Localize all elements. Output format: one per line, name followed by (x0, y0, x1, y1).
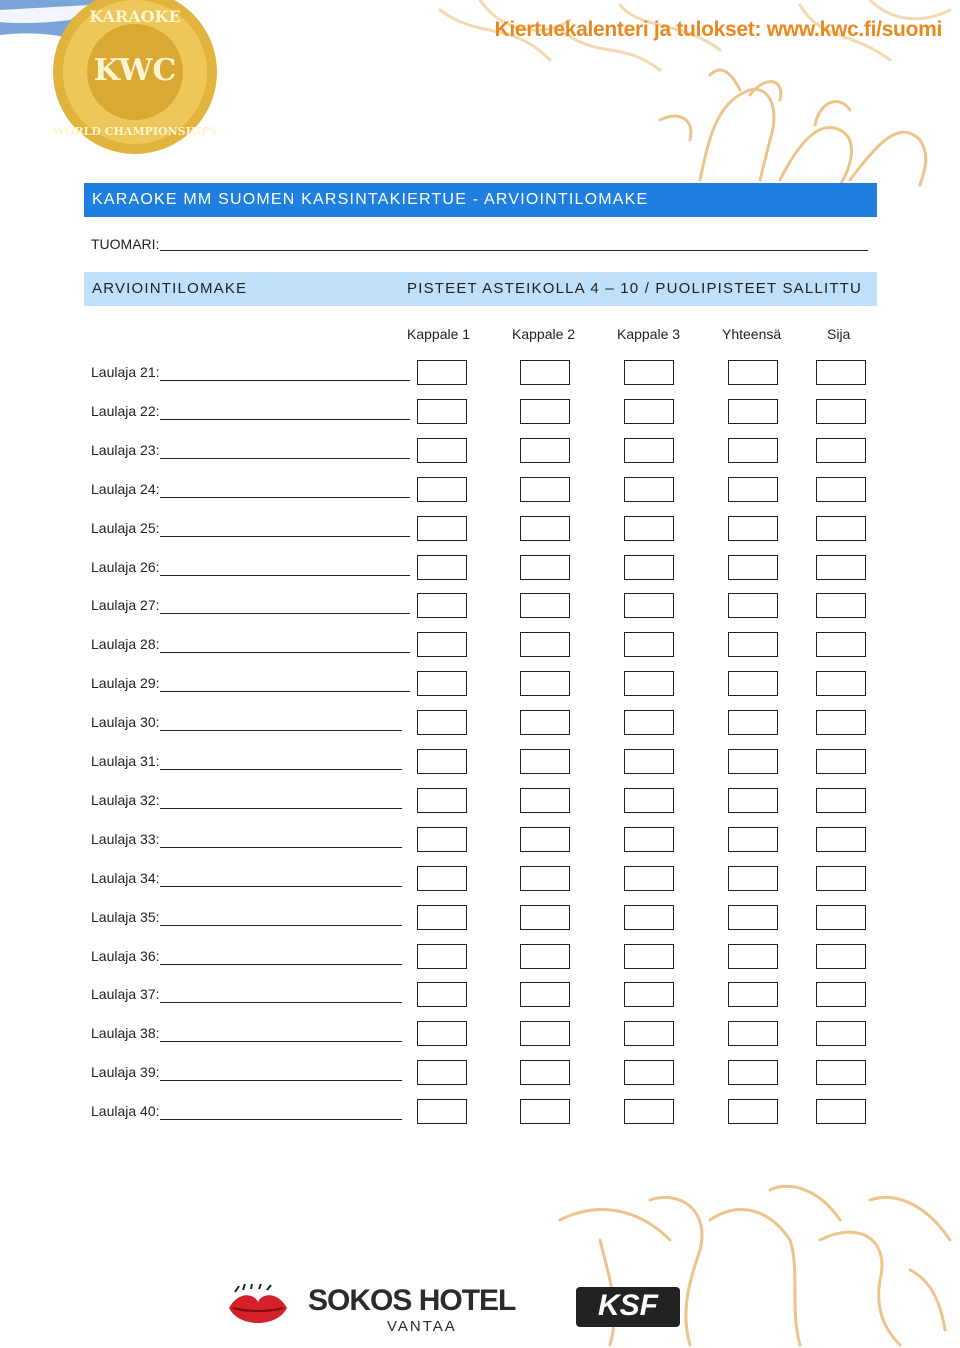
total-score-box[interactable] (728, 516, 778, 541)
singer-label: Laulaja 36: (91, 947, 160, 964)
song-2-score-box[interactable] (520, 1021, 570, 1046)
total-score-box[interactable] (728, 1021, 778, 1046)
song-1-score-box[interactable] (417, 710, 467, 735)
singer-row (0, 516, 960, 546)
song-1-score-box[interactable] (417, 555, 467, 580)
rank-box[interactable] (816, 516, 866, 541)
total-score-box[interactable] (728, 399, 778, 424)
song-2-score-box[interactable] (520, 866, 570, 891)
singer-row (0, 555, 960, 585)
song-3-score-box[interactable] (624, 477, 674, 502)
song-2-score-box[interactable] (520, 399, 570, 424)
singer-row (0, 982, 960, 1012)
singer-row (0, 438, 960, 468)
song-3-score-box[interactable] (624, 632, 674, 657)
song-2-score-box[interactable] (520, 516, 570, 541)
song-3-score-box[interactable] (624, 905, 674, 930)
svg-text:WORLD CHAMPIONSHIPS: WORLD CHAMPIONSHIPS (52, 125, 218, 138)
column-header-song-1: Kappale 1 (407, 326, 471, 342)
song-1-score-box[interactable] (417, 438, 467, 463)
song-3-score-box[interactable] (624, 788, 674, 813)
rank-box[interactable] (816, 632, 866, 657)
singer-label: Laulaja 38: (91, 1025, 160, 1042)
total-score-box[interactable] (728, 1099, 778, 1124)
section-header (84, 272, 877, 306)
singer-row (0, 944, 960, 974)
rank-box[interactable] (816, 360, 866, 385)
singer-label: Laulaja 26: (91, 558, 160, 575)
singer-row (0, 1099, 960, 1129)
singer-name-field[interactable] (160, 847, 402, 848)
song-1-score-box[interactable] (417, 982, 467, 1007)
song-2-score-box[interactable] (520, 710, 570, 735)
song-3-score-box[interactable] (624, 516, 674, 541)
ksf-logo-text: KSF (598, 1289, 658, 1322)
song-2-score-box[interactable] (520, 671, 570, 696)
song-1-score-box[interactable] (417, 399, 467, 424)
song-3-score-box[interactable] (624, 866, 674, 891)
singer-name-field[interactable] (160, 497, 410, 498)
song-1-score-box[interactable] (417, 749, 467, 774)
sokos-hotel-logo: SOKOS HOTEL (308, 1284, 516, 1317)
song-3-score-box[interactable] (624, 1099, 674, 1124)
singer-name-field[interactable] (160, 419, 410, 420)
column-header-total: Yhteensä (722, 326, 782, 342)
singer-name-field[interactable] (160, 964, 402, 965)
song-2-score-box[interactable] (520, 905, 570, 930)
song-1-score-box[interactable] (417, 360, 467, 385)
song-2-score-box[interactable] (520, 788, 570, 813)
song-2-score-box[interactable] (520, 360, 570, 385)
song-1-score-box[interactable] (417, 788, 467, 813)
singer-name-field[interactable] (160, 613, 410, 614)
rank-box[interactable] (816, 477, 866, 502)
rank-box[interactable] (816, 593, 866, 618)
singer-row (0, 1060, 960, 1090)
column-header-song-2: Kappale 2 (512, 326, 576, 342)
song-3-score-box[interactable] (624, 944, 674, 969)
singer-row (0, 710, 960, 740)
singer-row (0, 632, 960, 662)
singer-name-field[interactable] (160, 575, 410, 576)
singer-label: Laulaja 22: (91, 402, 160, 419)
rank-box[interactable] (816, 788, 866, 813)
rank-box[interactable] (816, 866, 866, 891)
lips-logo-icon (225, 1284, 291, 1334)
song-3-score-box[interactable] (624, 1021, 674, 1046)
total-score-box[interactable] (728, 671, 778, 696)
svg-text:KWC: KWC (93, 53, 177, 88)
song-1-score-box[interactable] (417, 477, 467, 502)
singer-name-field[interactable] (160, 1119, 402, 1120)
scoring-scale-note: PISTEET ASTEIKOLLA 4 – 10 / PUOLIPISTEET SALLITTU (407, 280, 863, 297)
rank-box[interactable] (816, 982, 866, 1007)
song-2-score-box[interactable] (520, 555, 570, 580)
song-3-score-box[interactable] (624, 982, 674, 1007)
song-3-score-box[interactable] (624, 1060, 674, 1085)
song-3-score-box[interactable] (624, 593, 674, 618)
singer-label: Laulaja 28: (91, 636, 160, 653)
total-score-box[interactable] (728, 477, 778, 502)
singer-label: Laulaja 32: (91, 791, 160, 808)
singer-name-field[interactable] (160, 458, 410, 459)
singer-label: Laulaja 23: (91, 441, 160, 458)
medal-logo-icon (0, 0, 230, 160)
total-score-box[interactable] (728, 438, 778, 463)
judge-name-field[interactable] (160, 250, 868, 251)
song-1-score-box[interactable] (417, 1021, 467, 1046)
song-2-score-box[interactable] (520, 749, 570, 774)
rank-box[interactable] (816, 749, 866, 774)
song-1-score-box[interactable] (417, 1060, 467, 1085)
total-score-box[interactable] (728, 632, 778, 657)
rank-box[interactable] (816, 671, 866, 696)
song-1-score-box[interactable] (417, 827, 467, 852)
rank-box[interactable] (816, 1099, 866, 1124)
song-3-score-box[interactable] (624, 710, 674, 735)
song-3-score-box[interactable] (624, 438, 674, 463)
rank-box[interactable] (816, 827, 866, 852)
total-score-box[interactable] (728, 827, 778, 852)
singer-label: Laulaja 30: (91, 714, 160, 731)
total-score-box[interactable] (728, 593, 778, 618)
song-2-score-box[interactable] (520, 632, 570, 657)
total-score-box[interactable] (728, 944, 778, 969)
singer-name-field[interactable] (160, 1041, 402, 1042)
rank-box[interactable] (816, 710, 866, 735)
singer-name-field[interactable] (160, 925, 402, 926)
singer-row (0, 593, 960, 623)
singer-name-field[interactable] (160, 380, 410, 381)
song-2-score-box[interactable] (520, 1099, 570, 1124)
singer-name-field[interactable] (160, 1002, 402, 1003)
singer-label: Laulaja 25: (91, 519, 160, 536)
form-title: KARAOKE MM SUOMEN KARSINTAKIERTUE - ARVIOINTILOMAKE (84, 183, 877, 217)
song-1-score-box[interactable] (417, 905, 467, 930)
total-score-box[interactable] (728, 555, 778, 580)
singer-label: Laulaja 34: (91, 869, 160, 886)
singer-row (0, 749, 960, 779)
singer-name-field[interactable] (160, 652, 410, 653)
song-2-score-box[interactable] (520, 827, 570, 852)
song-1-score-box[interactable] (417, 516, 467, 541)
total-score-box[interactable] (728, 788, 778, 813)
singer-label: Laulaja 29: (91, 675, 160, 692)
song-1-score-box[interactable] (417, 632, 467, 657)
song-3-score-box[interactable] (624, 749, 674, 774)
sokos-hotel-location: VANTAA (387, 1318, 457, 1335)
rank-box[interactable] (816, 399, 866, 424)
singer-label: Laulaja 37: (91, 986, 160, 1003)
song-3-score-box[interactable] (624, 671, 674, 696)
singer-label: Laulaja 35: (91, 908, 160, 925)
total-score-box[interactable] (728, 866, 778, 891)
total-score-box[interactable] (728, 710, 778, 735)
singer-row (0, 360, 960, 390)
song-2-score-box[interactable] (520, 593, 570, 618)
song-3-score-box[interactable] (624, 555, 674, 580)
total-score-box[interactable] (728, 749, 778, 774)
song-1-score-box[interactable] (417, 593, 467, 618)
sponsor-logos (0, 1270, 960, 1340)
song-3-score-box[interactable] (624, 399, 674, 424)
singer-label: Laulaja 27: (91, 597, 160, 614)
singer-name-field[interactable] (160, 886, 402, 887)
singer-name-field[interactable] (160, 769, 402, 770)
singer-name-field[interactable] (160, 536, 410, 537)
singer-row (0, 477, 960, 507)
singer-row (0, 905, 960, 935)
tour-calendar-url[interactable]: Kiertuekalenteri ja tulokset: www.kwc.fi/suomi (494, 18, 942, 41)
singer-name-field[interactable] (160, 1080, 402, 1081)
singer-row (0, 827, 960, 857)
total-score-box[interactable] (728, 360, 778, 385)
rank-box[interactable] (816, 944, 866, 969)
singer-name-field[interactable] (160, 730, 402, 731)
song-1-score-box[interactable] (417, 944, 467, 969)
rank-box[interactable] (816, 555, 866, 580)
song-1-score-box[interactable] (417, 1099, 467, 1124)
column-header-rank: Sija (827, 326, 851, 342)
svg-text:KARAOKE: KARAOKE (89, 7, 181, 26)
singer-row (0, 866, 960, 896)
singer-row (0, 788, 960, 818)
song-2-score-box[interactable] (520, 477, 570, 502)
singer-name-field[interactable] (160, 691, 410, 692)
rank-box[interactable] (816, 1060, 866, 1085)
total-score-box[interactable] (728, 1060, 778, 1085)
song-3-score-box[interactable] (624, 360, 674, 385)
song-2-score-box[interactable] (520, 982, 570, 1007)
singer-label: Laulaja 31: (91, 753, 160, 769)
song-3-score-box[interactable] (624, 827, 674, 852)
total-score-box[interactable] (728, 905, 778, 930)
total-score-box[interactable] (728, 982, 778, 1007)
singer-label: Laulaja 40: (91, 1103, 160, 1120)
rank-box[interactable] (816, 1021, 866, 1046)
singer-row (0, 1021, 960, 1051)
song-2-score-box[interactable] (520, 1060, 570, 1085)
judge-label: TUOMARI: (91, 236, 160, 252)
singer-row (0, 671, 960, 701)
singer-label: Laulaja 21: (91, 364, 160, 380)
section-title: ARVIOINTILOMAKE (92, 280, 248, 297)
singer-label: Laulaja 24: (91, 480, 160, 497)
song-2-score-box[interactable] (520, 944, 570, 969)
rank-box[interactable] (816, 905, 866, 930)
singer-label: Laulaja 39: (91, 1064, 160, 1081)
column-header-song-3: Kappale 3 (617, 326, 681, 342)
singer-name-field[interactable] (160, 808, 402, 809)
rank-box[interactable] (816, 438, 866, 463)
song-1-score-box[interactable] (417, 671, 467, 696)
song-2-score-box[interactable] (520, 438, 570, 463)
singer-row (0, 399, 960, 429)
ksf-logo (576, 1287, 680, 1327)
singer-label: Laulaja 33: (91, 830, 160, 847)
song-1-score-box[interactable] (417, 866, 467, 891)
